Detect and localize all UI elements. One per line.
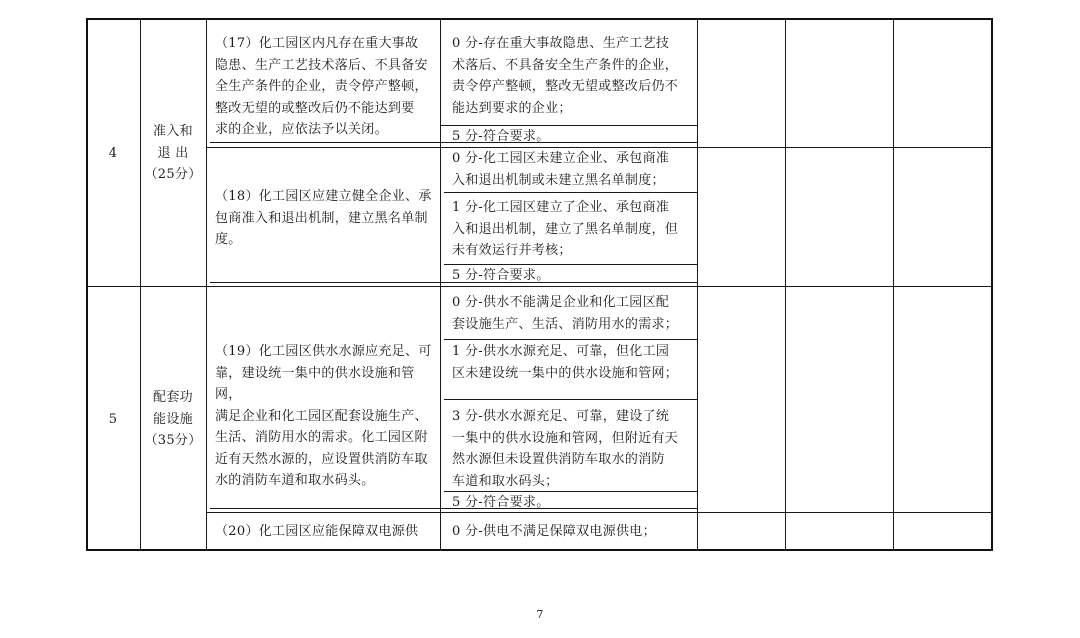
criteria-text: 0 分-供水不能满足企业和化工园区配 套设施生产、生活、消防用水的需求；	[452, 295, 679, 332]
item-text: （20）化工园区应能保障双电源供	[215, 524, 419, 539]
criteria-text: 0 分-化工园区未建立企业、承包商准 入和退出机制或未建立黑名单制度；	[452, 151, 670, 188]
criteria-text: 5 分-符合要求。	[452, 495, 550, 510]
criteria-text: 0 分-存在重大事故隐患、生产工艺技 术落后、不具备安全生产条件的企业， 责令停产整顿，整改无望或整改后仍不 能达到要求的企业；	[452, 36, 679, 116]
item-text: （18）化工园区应建立健全企业、承 包商准入和退出机制，建立黑名单制 度。	[215, 189, 432, 247]
table-grid-line	[140, 18, 141, 551]
table-grid-line	[206, 18, 207, 551]
criteria-separator	[444, 399, 697, 400]
item-text: （17）化工园区内凡存在重大事故 隐患、生产工艺技术落后、不具备安 全生产条件的企业，责令停产整顿， 整改无望的或整改后仍不能达到要 求的企业，应依法予以关闭。	[215, 36, 428, 137]
criteria-text: 5 分-符合要求。	[452, 129, 550, 144]
table-grid-line	[440, 18, 441, 551]
criteria-text: 0 分-供电不满足保障双电源供电；	[452, 524, 656, 539]
item-text: （19）化工园区供水水源应充足、可 靠，建设统一集中的供水设施和管网， 满足企业和化工园区配套设施生产、 生活、消防用水的需求。化工园区附 近有天然水源的，应设置供消防车取 水的消防车道和取水码头。	[215, 344, 432, 488]
row-number: 5	[108, 412, 118, 427]
criteria-text: 1 分-供水水源充足、可靠，但化工园 区未建设统一集中的供水设施和管网；	[452, 344, 679, 381]
criteria-text: 1 分-化工园区建立了企业、承包商准 入和退出机制，建立了黑名单制度，但 未有效运行并考核；	[452, 200, 679, 258]
table-grid-line	[697, 18, 698, 551]
criteria-text: 3 分-供水水源充足、可靠，建设了统 一集中的供水设施和管网，但附近有天 然水源但未设置供消防车取水的消防 车道和取水码头；	[452, 409, 679, 489]
criteria-separator	[444, 339, 697, 340]
page-number: 7	[536, 608, 544, 621]
row-category: 准入和 退 出 （25分）	[144, 124, 202, 182]
row-category: 配套功 能设施 （35分）	[144, 390, 202, 448]
criteria-separator	[444, 192, 697, 193]
criteria-text: 5 分-符合要求。	[452, 268, 550, 283]
row-number: 4	[108, 146, 118, 161]
table-grid-line	[785, 18, 786, 551]
table-grid-line	[893, 18, 894, 551]
